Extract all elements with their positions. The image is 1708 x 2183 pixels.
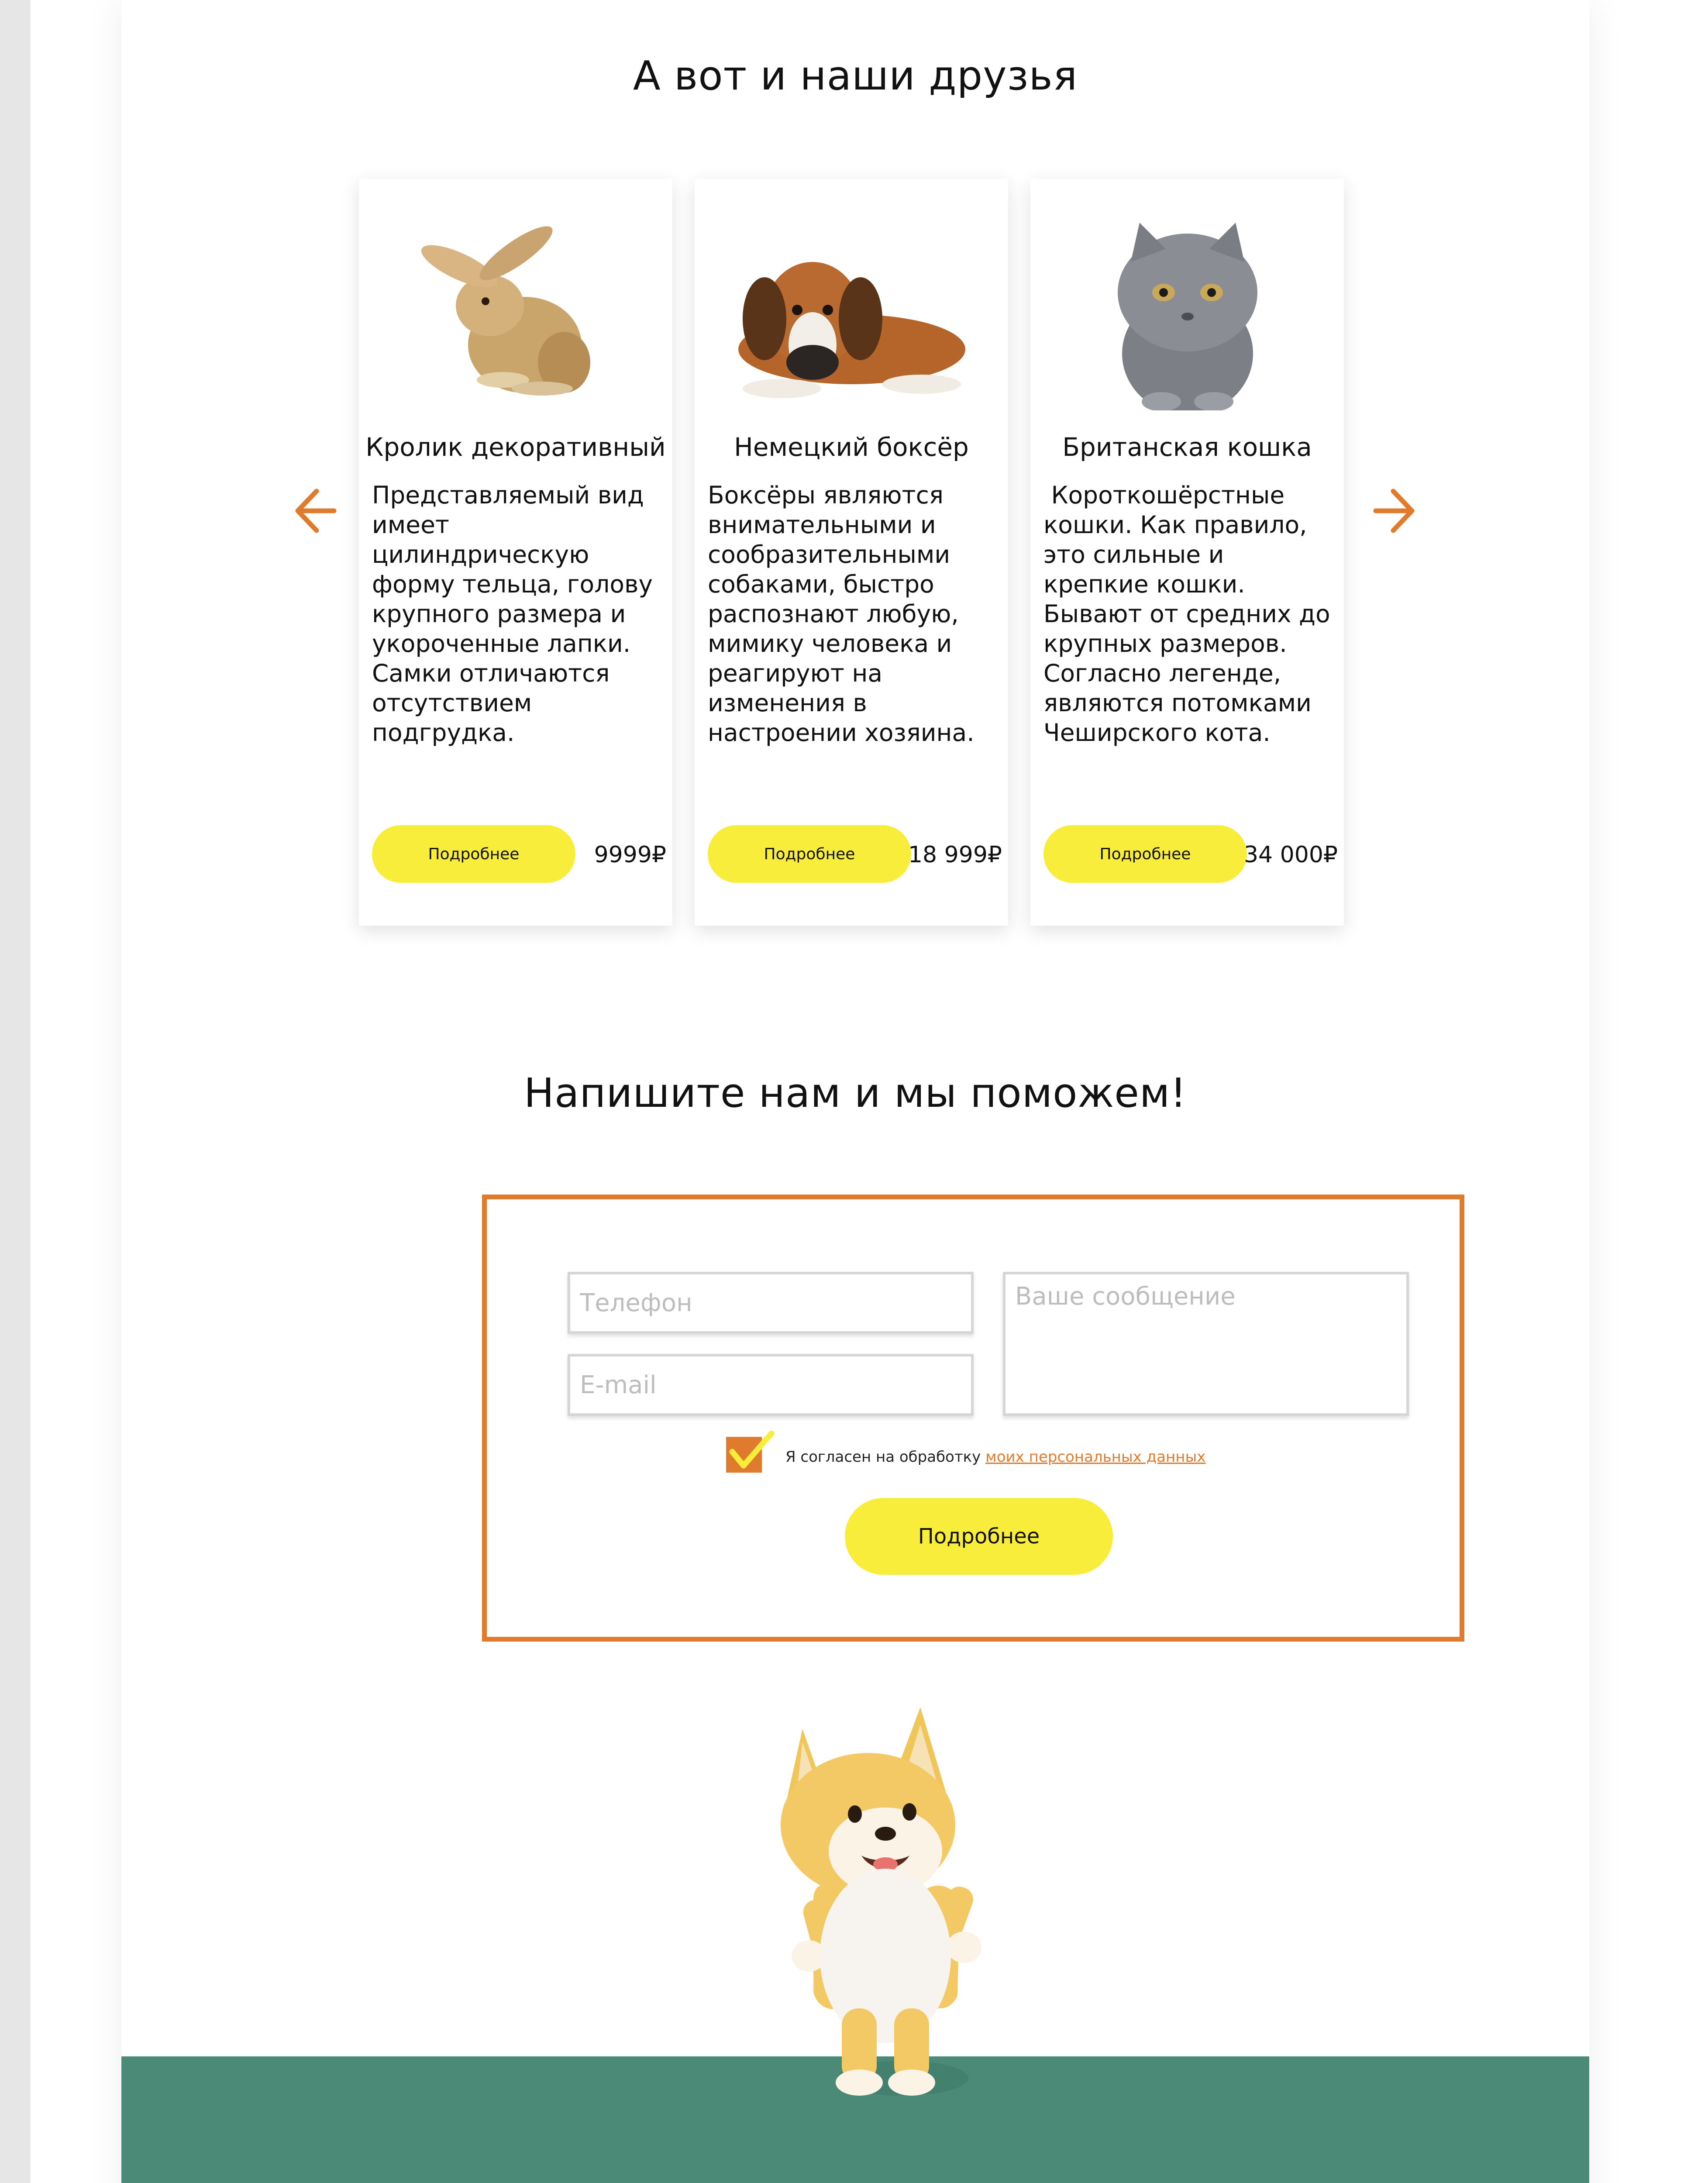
details-button[interactable]: Подробнее <box>372 825 575 883</box>
boxer-dog-image <box>695 205 1008 410</box>
page-edge-strip <box>0 0 31 2183</box>
consent-label <box>785 1448 1205 1466</box>
contact-form <box>482 1195 1464 1642</box>
details-button[interactable]: Подробнее <box>708 825 911 883</box>
pet-price: 18 999₽ <box>908 842 1002 868</box>
british-cat-image <box>1030 205 1344 410</box>
pet-description: Боксёры являются внимательными и сообразительными собаками, быстро распознают любую, мимику человека и реагируют на изменения в настроении хозяина. <box>708 481 975 747</box>
pet-card-boxer <box>695 179 1008 926</box>
arrow-right-icon[interactable] <box>1369 485 1417 537</box>
pet-description: Короткошёрстные кошки. Как правило, это сильные и крепкие кошки. Бывают от средних до крупных размеров. Согласно легенде, являются потомками Чеширского кота. <box>1043 481 1338 747</box>
consent-text: Я согласен на обработку <box>785 1448 986 1466</box>
pet-card-rabbit <box>359 179 672 926</box>
friends-section-title: А вот и наши друзья <box>633 52 1078 99</box>
personal-data-link[interactable]: моих персональных данных <box>985 1448 1206 1466</box>
email-input[interactable] <box>568 1354 974 1416</box>
pet-card-british-cat <box>1030 179 1344 926</box>
pet-description: Представляемый вид имеет цилиндрическую форму тельца, голову крупного размера и укороченные лапки. Самки отличаются отсутствием подгрудка. <box>372 481 661 747</box>
submit-button[interactable]: Подробнее <box>845 1498 1113 1575</box>
page-frame <box>121 0 1589 2183</box>
pet-price: 34 000₽ <box>1243 842 1338 868</box>
rabbit-image <box>359 205 672 410</box>
details-button[interactable]: Подробнее <box>1043 825 1247 883</box>
pet-price: 9999₽ <box>594 842 666 868</box>
contact-section-title: Напишите нам и мы поможем! <box>523 1070 1187 1116</box>
consent-checkbox[interactable] <box>724 1431 774 1474</box>
arrow-left-icon[interactable] <box>293 485 341 537</box>
phone-input[interactable] <box>568 1272 974 1334</box>
corgi-mascot-image <box>737 1694 1086 2113</box>
message-textarea[interactable] <box>1003 1272 1409 1416</box>
pet-name: Британская кошка <box>1062 432 1312 462</box>
pet-name: Немецкий боксёр <box>734 432 969 462</box>
pet-name: Кролик декоративный <box>365 432 666 462</box>
